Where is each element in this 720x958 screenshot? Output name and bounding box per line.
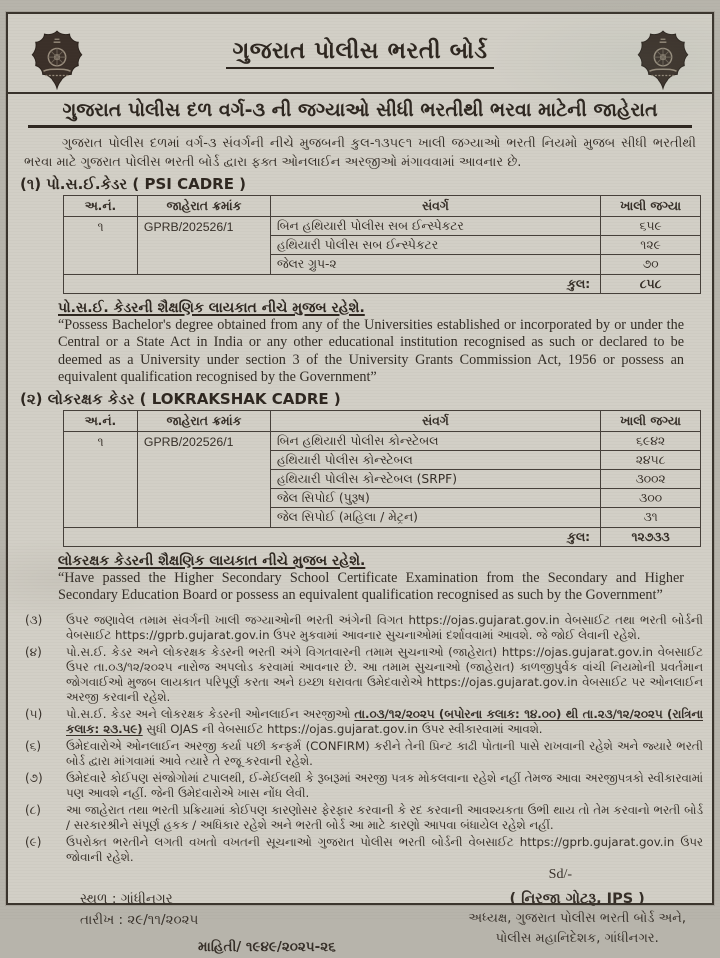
table-total-row bbox=[64, 527, 701, 546]
signatory-title-1: અધ્યક્ષ, ગુજરાત પોલીસ ભરતી બોર્ડ અને, bbox=[468, 910, 686, 926]
board-title: ગુજરાત પોલીસ ભરતી બોર્ડ bbox=[8, 14, 712, 64]
col-header-vacancy: ખાલી જગ્યા bbox=[601, 410, 701, 431]
col-header-cadre: સંવર્ગ bbox=[270, 196, 600, 217]
vacancy-cell: ૨૪૫૮ bbox=[601, 450, 701, 469]
section-heading-lokrakshak: (૨) લોકરક્ષક કેડર ( LOKRAKSHAK CADRE ) bbox=[20, 389, 341, 408]
col-header-sr: અ.નં. bbox=[64, 410, 138, 431]
notice-text: ઉમેદવારોએ ઓનલાઈન અરજી કર્યા પછી કન્ફર્મ (CONFIRM) કરીને તેની પ્રિન્ટ કાઢી પોતાની પાસે રાખવાની રહેશે અને જ્યારે ભરતી બોર્ડ દ્વારા માંગવામાં આવે ત્યારે તે રજૂ કરવાની રહેશે. bbox=[66, 738, 703, 768]
place-line: સ્થળ : ગાંધીનગર bbox=[80, 890, 173, 907]
vacancy-cell: ૬૫૯ bbox=[601, 217, 701, 236]
notice-text: આ જાહેરાત તથા ભરતી પ્રક્રિયામાં કોઈપણ કારણોસર ફેરફાર કરવાની કે રદ કરવાની આવશ્યકતા ઉભી થાય તો તેમ કરવાનો ભરતી બોર્ડ / સરકારશ્રીને સંપૂર્ણ હકક / અધિકાર રહેશે અને ભરતી બોર્ડ આ માટે કારણો આપવા બંધાયેલ રહેશે નહીં. bbox=[66, 802, 703, 832]
notice-text: ઉપર જણાવેલ તમામ સંવર્ગની ખાલી જગ્યાઓની ભરતી અંગેની વિગત https://ojas.gujarat.gov.in વેબસાઈટ તથા ભરતી બોર્ડની વેબસાઈટ https://gprb.gujarat.gov.in ઉપર મુકવામાં આવનાર સુચનાઓમાં દર્શાવવામાં આવશે. જે જોઈ લેવાની રહેશે. bbox=[66, 612, 703, 642]
notice-number: (૩) bbox=[25, 612, 43, 627]
table-row bbox=[64, 217, 701, 236]
cadre-cell: બિન હથિયારી પોલીસ સબ ઈન્સ્પેકટર bbox=[270, 217, 600, 236]
advt-number-cell: GPRB/202526/1 bbox=[137, 217, 270, 274]
sr-cell: ૧ bbox=[64, 431, 138, 527]
vacancy-cell: ૬૯૪૨ bbox=[601, 431, 701, 450]
col-header-cadre: સંવર્ગ bbox=[270, 410, 600, 431]
vacancy-cell: ૩૧ bbox=[601, 508, 701, 527]
notice-number: (૬) bbox=[25, 738, 42, 753]
notice-text bbox=[66, 707, 712, 737]
signatory-name: ( નિરજા ગોટરૂ, IPS ) bbox=[509, 890, 645, 907]
notice-text-after: સુધી OJAS ની વેબસાઈટ https://ojas.gujarat.gov.in ઉપર સ્વીકારવામાં આવશે. bbox=[142, 721, 543, 736]
notice-number: (૯) bbox=[25, 834, 42, 849]
notice-item-8 bbox=[8, 803, 712, 833]
cadre-cell: જેલર ગ્રુપ-૨ bbox=[270, 255, 600, 274]
advt-number-cell: GPRB/202526/1 bbox=[137, 431, 270, 527]
cadre-cell: જેલ સિપોઈ (પુરૂષ) bbox=[270, 489, 600, 508]
vacancy-cell: ૭૦ bbox=[601, 255, 701, 274]
police-shield-icon bbox=[28, 30, 86, 92]
notice-text: ઉમેદવારે કોઈપણ સંજોગોમાં ટપાલથી, ઈ-મેઈલથી કે રૂબરૂમાં અરજી પત્રક મોકલવાના રહેશે નહીં તેમજ આવા અરજીપત્રકો સ્વીકારવામાં પણ આવશે નહીં. જેની ઉમેદવારોએ ખાસ નોંધ લેવી. bbox=[66, 770, 703, 800]
col-header-sr: અ.નં. bbox=[64, 196, 138, 217]
vacancy-cell: ૧૨૯ bbox=[601, 236, 701, 255]
col-header-advt: જાહેરાત ક્રમાંક bbox=[137, 196, 270, 217]
sr-cell: ૧ bbox=[64, 217, 138, 274]
signatory-title-2: પોલીસ મહાનિદેશક, ગાંધીનગર. bbox=[495, 930, 659, 946]
cadre-cell: જેલ સિપોઈ (મહિલા / મેટ્રન) bbox=[270, 508, 600, 527]
section-heading-psi: (૧) પો.સ.ઈ.કેડર ( PSI CADRE ) bbox=[20, 175, 247, 193]
qualification-text-lokrakshak: “Have passed the Higher Secondary School Certificate Examination from the Secondary and Higher Secondary Education Board or possess an equivalent qualification recognised as such by the Government” bbox=[58, 569, 684, 604]
cadre-cell: હથિયારી પોલીસ સબ ઈન્સ્પેકટર bbox=[270, 236, 600, 255]
notice-number: (૭) bbox=[25, 770, 43, 785]
qualification-text-psi: “Possess Bachelor's degree obtained from any of the Universities established or incorporated by or under the Central or a State Act in India or any other educational institution recognised as such or declared to be deemed as a University under section 3 of the University Grants Commission Act, 1956 or possess an equivalent qualification recognised by the Government” bbox=[58, 316, 684, 386]
qualification-heading-psi: પો.સ.ઈ. કેડરની શૈક્ષણિક લાયકાત નીચે મુજબ રહેશે. bbox=[58, 299, 365, 316]
vacancy-cell: ૩૦૦ bbox=[601, 489, 701, 508]
table-total-row bbox=[64, 274, 701, 293]
notice-item-7 bbox=[8, 771, 712, 801]
notice-text-before: પો.સ.ઈ. કેડર અને લોકરક્ષક કેડરની ઓનલાઈન અરજીઓ bbox=[66, 706, 355, 721]
police-emblem-right bbox=[634, 30, 692, 92]
notice-text: પો.સ.ઈ. કેડર અને લોકરક્ષક કેડરની ભરતી અંગે વિગતવારની તમામ સુચનાઓ (જાહેરાત) https://ojas.gujarat.gov.in વેબસાઈટ ઉપર તા.૦૩/૧૨/૨૦૨૫ નારોજ અપલોડ કરવામાં આવનાર છે. આ તમામ સુચનાઓ (જાહેરાત) કાળજીપુર્વક વાંચી નિયમોની પ્રવર્તમાન જોગવાઈઓ મુજબ લાયકાત પરિપૂર્ણ કરતા અને ઇચ્છા ધરાવતા ઉમેદવારોએ https://ojas.gujarat.gov.in વેબસાઈટ પર ઓનલાઈન અરજી કરવાની રહેશે. bbox=[66, 644, 703, 704]
masthead bbox=[8, 14, 712, 92]
notice-subtitle: ગુજરાત પોલીસ દળ વર્ગ-૩ ની જગ્યાઓ સીધી ભરતીથી ભરવા માટેની જાહેરાત bbox=[28, 99, 692, 128]
total-label-cell: કુલ: bbox=[64, 527, 601, 546]
psi-cadre-table bbox=[63, 195, 701, 294]
col-header-vacancy: ખાલી જગ્યા bbox=[601, 196, 701, 217]
cadre-cell: હથિયારી પોલીસ કોન્સ્ટેબલ bbox=[270, 450, 600, 469]
police-emblem-left bbox=[28, 30, 86, 92]
table-row bbox=[64, 431, 701, 450]
notice-item-5 bbox=[8, 707, 712, 737]
notice-sheet bbox=[6, 12, 714, 955]
notice-item-6 bbox=[8, 739, 712, 769]
notice-item-4 bbox=[8, 645, 712, 705]
notice-list bbox=[8, 613, 712, 865]
footer-place-date bbox=[80, 889, 336, 958]
table-header-row bbox=[64, 196, 701, 217]
notice-number: (૪) bbox=[25, 644, 42, 659]
sd-signature: Sd/- bbox=[548, 866, 572, 882]
table-header-row bbox=[64, 410, 701, 431]
signatory-block bbox=[468, 889, 686, 958]
notice-text: ઉપરોક્ત ભરતીને લગતી વખતો વખતની સૂચનાઓ ગુજરાત પોલીસ ભરતી બોર્ડની વેબસાઈટ https://gprb.gujarat.gov.in ઉપર જોવાની રહેશે. bbox=[66, 834, 703, 864]
date-line: તારીખ : ૨૯/૧૧/૨૦૨૫ bbox=[80, 911, 199, 928]
notice-item-9 bbox=[8, 835, 712, 865]
notice-number: (૮) bbox=[25, 802, 41, 817]
police-shield-icon bbox=[634, 30, 692, 92]
cadre-cell: બિન હથિયારી પોલીસ કોન્સ્ટેબલ bbox=[270, 431, 600, 450]
intro-paragraph: ગુજરાત પોલીસ દળમાં વર્ગ-૩ સંવર્ગની નીચે મુજબની કુલ-૧૩૫૯૧ ખાલી જગ્યાઓ ભરતી નિયમો મુજબ સીધી ભરતીથી ભરવા માટે ગુજરાત પોલીસ ભરતી બોર્ડ દ્વારા ફક્ત ઓનલાઈન અરજીઓ મંગાવવામાં આવનાર છે. bbox=[24, 136, 696, 170]
col-header-advt: જાહેરાત ક્રમાંક bbox=[137, 410, 270, 431]
qualification-heading-lokrakshak: લોકરક્ષક કેડરની શૈક્ષણિક લાયકાત નીચે મુજબ રહેશે. bbox=[58, 552, 366, 569]
lokrakshak-cadre-table bbox=[63, 410, 701, 547]
total-label-cell: કુલ: bbox=[64, 274, 601, 293]
vacancy-cell: ૩૦૦૨ bbox=[601, 470, 701, 489]
reference-number: માહિતી/ ૧૯૪૯/૨૦૨૫-૨૬ bbox=[198, 938, 336, 955]
cadre-cell: હથિયારી પોલીસ કોન્સ્ટેબલ (SRPF) bbox=[270, 470, 600, 489]
header-divider bbox=[8, 92, 712, 94]
total-value-cell: ૮૫૮ bbox=[601, 274, 701, 293]
notice-item-3 bbox=[8, 613, 712, 643]
application-window-dates: તા.૦૩/૧૨/૨૦૨૫ (બપોરના કલાક: ૧૪.૦૦) થી તા.૨૩/૧૨/૨૦૨૫ (રાત્રિના કલાક: ૨૩.૫૯) bbox=[66, 706, 703, 736]
footer bbox=[8, 889, 712, 958]
notice-number: (૫) bbox=[25, 706, 43, 721]
total-value-cell: ૧૨૭૩૩ bbox=[601, 527, 701, 546]
